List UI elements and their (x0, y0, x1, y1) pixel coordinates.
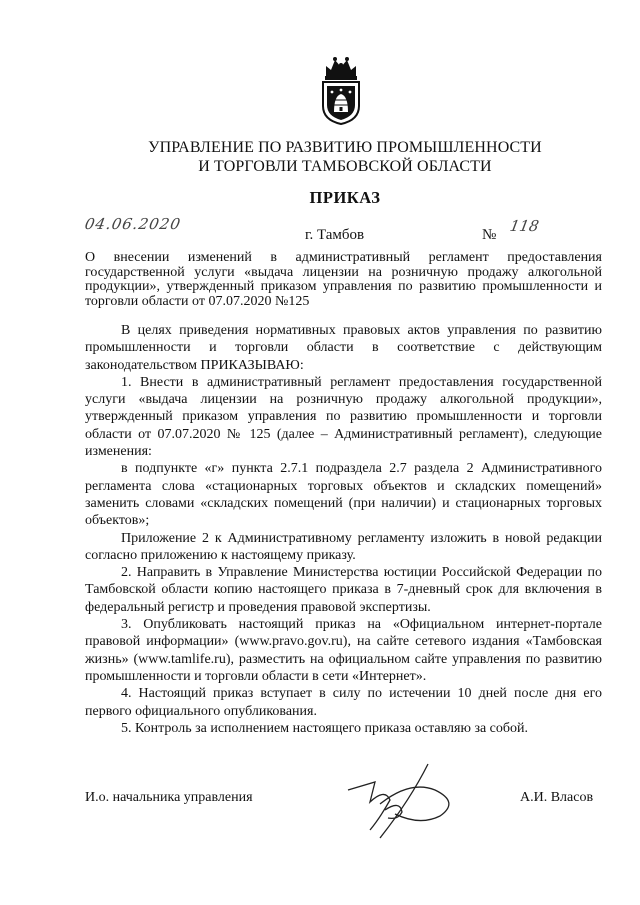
handwritten-signature (340, 760, 470, 840)
coat-of-arms-emblem (318, 54, 364, 126)
body-paragraph-amendment: в подпункте «г» пункта 2.7.1 подраздела 2.7 раздела 2 Административного регламента слова «стационарных торговых объектов и складских помещений» заменить словами «складских помещений (при наличии) и стационарных торговых объектов»; (85, 461, 602, 529)
organization-name-line1: УПРАВЛЕНИЕ ПО РАЗВИТИЮ ПРОМЫШЛЕННОСТИ (148, 139, 542, 156)
handwritten-date: 04.06.2020 (83, 215, 183, 233)
signatory-role: И.о. начальника управления (85, 790, 253, 805)
body-paragraph-preamble: В целях приведения нормативных правовых актов управления по развитию промышленности и торговли области в соответствие с действующим законодательством ПРИКАЗЫВАЮ: (85, 323, 602, 373)
body-paragraph-item1: 1. Внести в административный регламент предоставления государственной услуги «выдача лицензии на розничную продажу алкогольной продукции», утвержденный приказом управления по развитию промышленности и торговли области от 07.07.2020 № 125 (далее – Административный регламент), следующие изменения: (85, 374, 602, 460)
signatory-name: А.И. Власов (520, 790, 594, 805)
body-paragraph-item3: 3. Опубликовать настоящий приказ на «Официальном интернет-портале правовой информации» (www.pravo.gov.ru), на сайте сетевого издания «Тамбовская жизнь» (www.tamlife.ru), разместить на официальном сайте управления по развитию промышленности и торговли области в сети «Интернет». (85, 617, 602, 684)
body-paragraph-item5: 5. Контроль за исполнением настоящего приказа оставляю за собой. (121, 720, 529, 736)
body-paragraph-item2: 2. Направить в Управление Министерства юстиции Российской Федерации по Тамбовской области копию настоящего приказа в 7-дневный срок для включения в федеральный регистр и проведения правовой экспертизы. (85, 565, 602, 615)
body-paragraph-item4: 4. Настоящий приказ вступает в силу по истечении 10 дней после дня его первого официального опубликования. (85, 686, 602, 719)
order-subject: О внесении изменений в административный регламент предоставления государственной услуги «выдача лицензии на розничную продажу алкогольной продукции», утвержденный приказом управления по развитию промышленности и торговли области от 07.07.2020 №125 (85, 250, 602, 309)
organization-name-line2: И ТОРГОВЛИ ТАМБОВСКОЙ ОБЛАСТИ (198, 158, 492, 175)
document-type-title: ПРИКАЗ (309, 188, 381, 207)
number-sign: № (482, 227, 497, 243)
handwritten-number: 118 (508, 217, 541, 235)
body-paragraph-appendix: Приложение 2 к Административному регламенту изложить в новой редакции согласно приложению к настоящему приказу. (85, 530, 602, 563)
order-body (85, 322, 602, 737)
city-label: г. Тамбов (305, 227, 365, 243)
